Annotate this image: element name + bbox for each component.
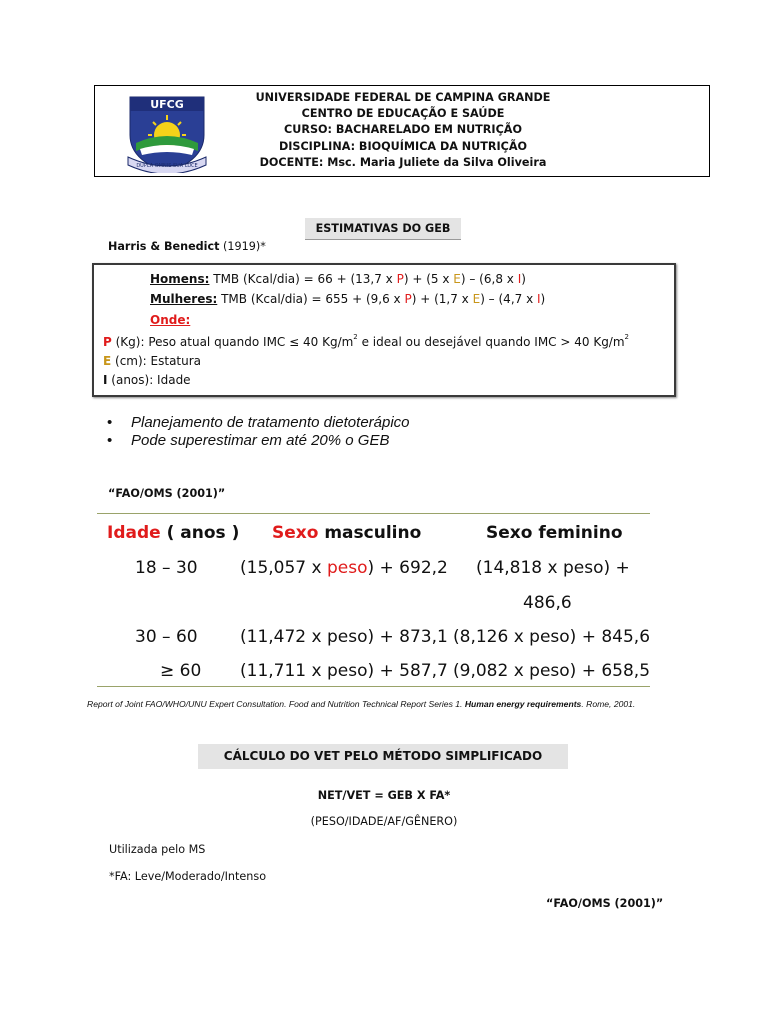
fa-note: *FA: Leve/Moderado/Intenso: [109, 870, 267, 883]
onde-label: Onde:: [150, 313, 191, 327]
table-cell-male: (15,057 x peso) + 692,2: [240, 558, 448, 578]
table-header-age: Idade ( anos ): [107, 523, 240, 543]
i-definition: I (anos): Idade: [103, 373, 191, 387]
formula-box: [92, 263, 676, 397]
geb-section-title: ESTIMATIVAS DO GEB: [305, 218, 461, 240]
table-cell-female: (9,082 x peso) + 658,5: [453, 661, 651, 681]
p-definition: P (Kg): Peso atual quando IMC ≤ 40 $Kg/m^2$ e ideal ou desejável quando IMC > 40 $Kg/m^2$: [103, 333, 630, 349]
men-formula: Homens: TMB (Kcal/dia) = 66 + (13,7 x P) + (5 x E) – (6,8 x I): [150, 272, 526, 286]
table-cell-age: 18 – 30: [135, 558, 198, 578]
reference-citation: Report of Joint FAO/WHO/UNU Expert Consultation. Food and Nutrition Technical Report Series 1. Human energy requirements. Rome, 2001.: [87, 699, 636, 709]
vet-parameters: (PESO/IDADE/AF/GÊNERO): [310, 815, 458, 828]
bullet-item: • Pode superestimar em até 20% o GEB: [107, 432, 390, 449]
vet-section-title: CÁLCULO DO VET PELO MÉTODO SIMPLIFICADO: [198, 744, 568, 769]
table-cell-female: (8,126 x peso) + 845,6: [453, 627, 651, 647]
vet-formula: NET/VET = GEB X FA*: [317, 789, 451, 802]
teacher-name: DOCENTE: Msc. Maria Juliete da Silva Oliveira: [259, 155, 547, 169]
table-cell-female-cont: 486,6: [523, 593, 572, 613]
table-header-female: Sexo feminino: [486, 523, 623, 543]
institution-info: [215, 90, 591, 171]
university-name: UNIVERSIDADE FEDERAL DE CAMPINA GRANDE: [255, 91, 551, 104]
table-cell-age: 30 – 60: [135, 627, 198, 647]
ufcg-logo: [126, 95, 208, 173]
center-name: CENTRO DE EDUCAÇÃO E SAÚDE: [301, 107, 505, 121]
used-by-note: Utilizada pelo MS: [109, 843, 206, 856]
table-cell-male: (11,711 x peso) + 587,7: [240, 661, 448, 681]
table-cell-age: ≥ 60: [160, 661, 202, 681]
table-cell-female: (14,818 x peso) +: [476, 558, 630, 578]
discipline-name: DISCIPLINA: BIOQUÍMICA DA NUTRIÇÃO: [278, 139, 528, 153]
table-top-rule: [97, 513, 650, 514]
vet-source: “FAO/OMS (2001)”: [546, 897, 664, 910]
table-header-male: Sexo masculino: [272, 523, 422, 543]
fao-oms-label: “FAO/OMS (2001)”: [108, 487, 226, 500]
course-name: CURSO: BACHARELADO EM NUTRIÇÃO: [284, 123, 522, 137]
e-definition: E (cm): Estatura: [103, 354, 202, 368]
logo-motto: DUPLA OMNIS SUA LUCE: [136, 163, 198, 169]
table-bottom-rule: [97, 686, 650, 687]
bullet-item: • Planejamento de tratamento dietoterápico: [107, 414, 410, 431]
harris-benedict-label: Harris & Benedict (1919)*: [108, 240, 266, 253]
table-cell-male: (11,472 x peso) + 873,1: [240, 627, 448, 647]
logo-text: UFCG: [150, 98, 184, 111]
women-formula: Mulheres: TMB (Kcal/dia) = 655 + (9,6 x P) + (1,7 x E) – (4,7 x I): [150, 292, 546, 306]
